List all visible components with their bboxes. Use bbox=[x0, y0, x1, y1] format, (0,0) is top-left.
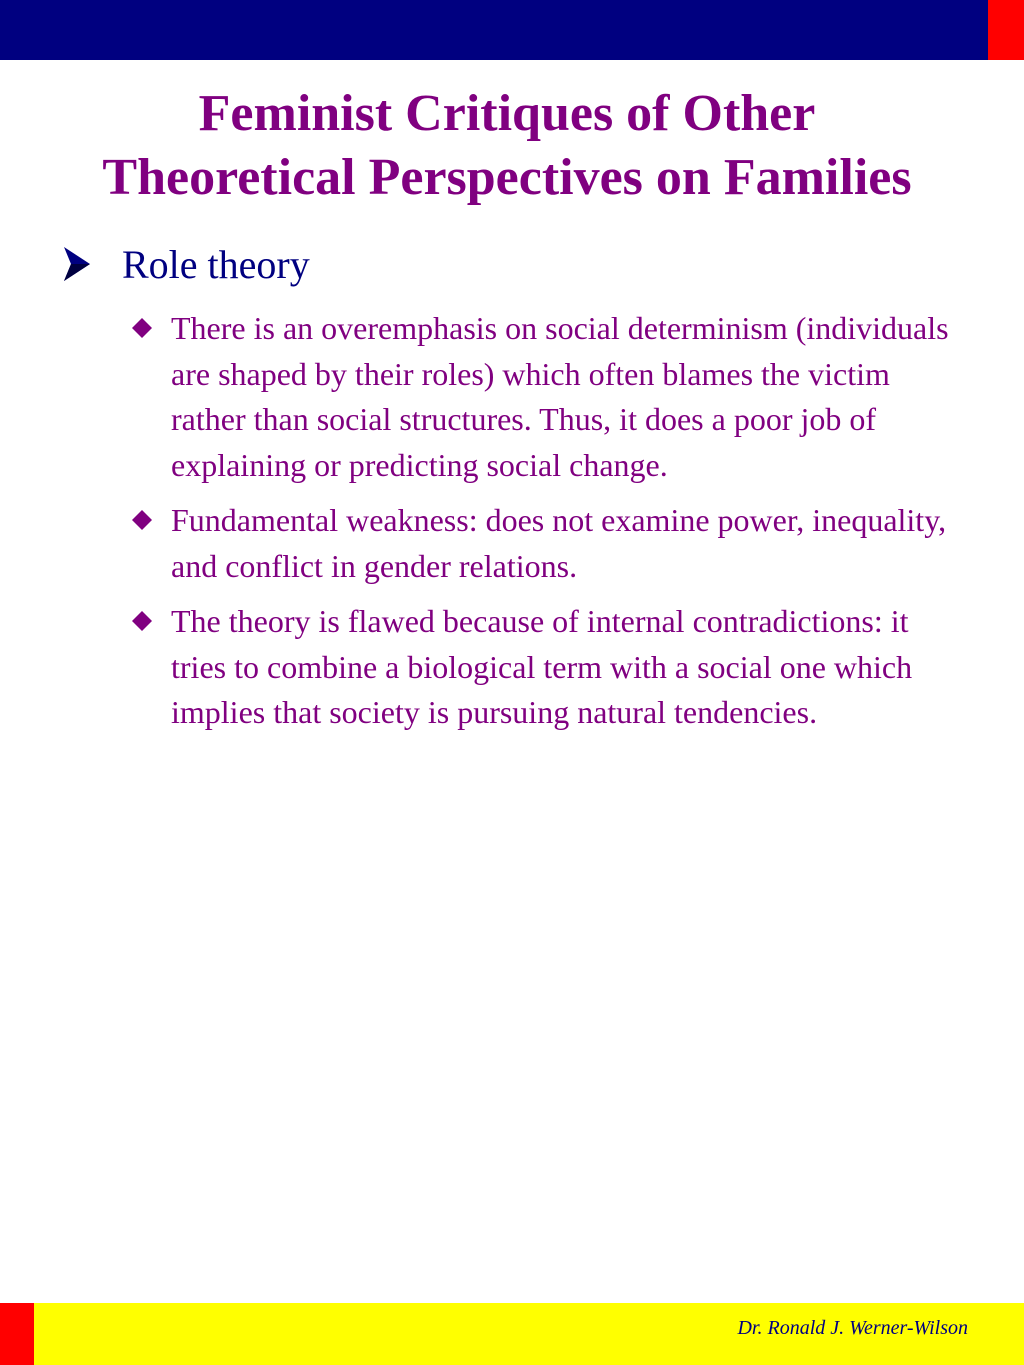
top-banner-bar bbox=[0, 0, 988, 60]
diamond-bullet-icon bbox=[130, 316, 154, 340]
sub-bullet-item bbox=[130, 498, 960, 589]
title-line-2: Theoretical Perspectives on Families bbox=[102, 149, 912, 206]
bullet-text: Role theory bbox=[122, 242, 310, 287]
diamond-bullet-icon bbox=[130, 609, 154, 633]
sub-bullet-text: Fundamental weakness: does not examine power, inequality, and conflict in gender relations. bbox=[171, 502, 947, 584]
bullet-role-theory bbox=[62, 240, 962, 290]
arrow-bullet-icon bbox=[62, 244, 92, 284]
sub-bullet-text: The theory is flawed because of internal contradictions: it tries to combine a biological term with a social one which implies that society is pursuing natural tendencies. bbox=[171, 603, 913, 730]
sub-bullet-item bbox=[130, 306, 960, 488]
sub-bullet-list bbox=[130, 306, 960, 746]
sub-bullet-text: There is an overemphasis on social determinism (individuals are shaped by their roles) which often blames the victim rather than social structures. Thus, it does a poor job of explaining or predicting social change. bbox=[171, 310, 949, 483]
diamond-bullet-icon bbox=[130, 508, 154, 532]
slide-title bbox=[0, 82, 1014, 210]
title-line-1: Feminist Critiques of Other bbox=[198, 85, 816, 142]
top-accent-block bbox=[988, 0, 1024, 60]
sub-bullet-item bbox=[130, 599, 960, 736]
bottom-accent-block bbox=[0, 1303, 34, 1365]
footer-author: Dr. Ronald J. Werner-Wilson bbox=[737, 1317, 968, 1339]
